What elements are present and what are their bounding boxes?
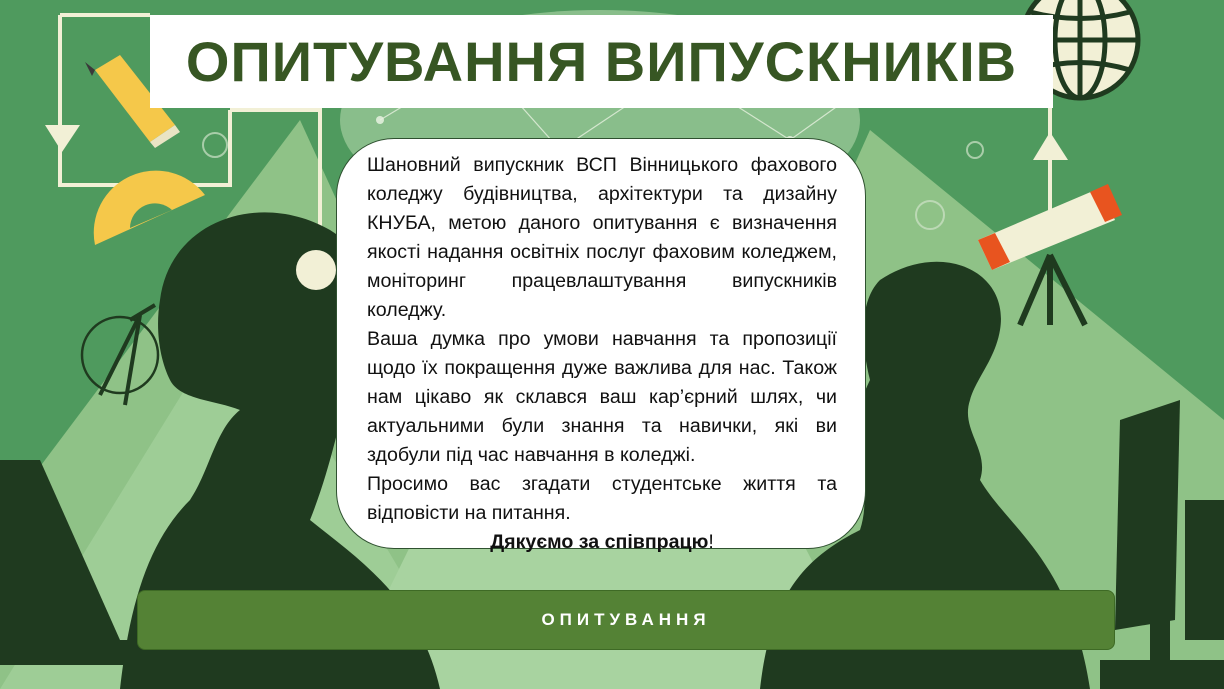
intro-paragraph-1: Шановний випускник ВСП Вінницького фахового коледжу будівництва, архітектури та дизайну КНУБА, метою даного опитування є визначення якості надання освітніх послуг фаховим коледжем, моніторинг працевлаштування випускників коледжу. — [367, 154, 837, 321]
intro-card — [336, 138, 866, 553]
thanks-bold-text: Дякуємо за співпрацю — [490, 531, 709, 553]
survey-button-label: ОПИТУВАННЯ — [541, 610, 711, 629]
survey-button[interactable] — [137, 590, 1115, 650]
thanks-line — [367, 528, 837, 557]
intro-paragraph-2: Ваша думка про умови навчання та пропозиції щодо їх покращення дуже важлива для нас. Також нам цікаво як склався ваш кар’єрний шлях, чи актуальними були знання та навички, які ви здобули під час навчання в коледжі. — [367, 328, 837, 466]
intro-paragraph-3: Просимо вас згадати студентське життя та відповісти на питання. — [367, 473, 837, 524]
page-title: ОПИТУВАННЯ ВИПУСКНИКІВ — [185, 30, 1018, 93]
title-banner — [150, 15, 1053, 108]
thanks-punctuation: ! — [708, 531, 714, 553]
